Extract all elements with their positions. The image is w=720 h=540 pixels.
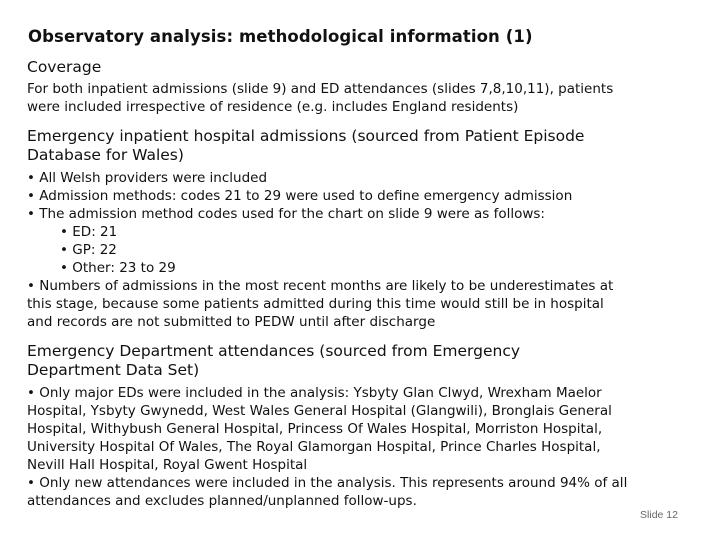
slide-number: Slide 12 bbox=[640, 509, 678, 521]
list-item-multiline bbox=[27, 474, 697, 510]
list-item-line: and records are not submitted to PEDW until after discharge bbox=[27, 314, 436, 330]
coverage-text-line: were included irrespective of residence (e.g. includes England residents) bbox=[27, 99, 519, 115]
ed-heading bbox=[27, 342, 697, 380]
coverage-section bbox=[27, 58, 697, 116]
list-item-line: • Numbers of admissions in the most recent months are likely to be underestimates at bbox=[27, 277, 697, 295]
coverage-heading: Coverage bbox=[27, 58, 102, 76]
sub-list-item: • Other: 23 to 29 bbox=[27, 259, 697, 277]
ed-heading-line: Department Data Set) bbox=[27, 361, 200, 379]
inpatient-heading-line: Emergency inpatient hospital admissions (sourced from Patient Episode bbox=[27, 127, 585, 145]
list-item-line: Hospital, Ysbyty Gwynedd, West Wales General Hospital (Glangwili), Bronglais General bbox=[27, 403, 612, 419]
list-item: • The admission method codes used for the chart on slide 9 were as follows: bbox=[27, 205, 697, 223]
coverage-text-line: For both inpatient admissions (slide 9) and ED attendances (slides 7,8,10,11), patients bbox=[27, 81, 614, 97]
inpatient-section bbox=[27, 127, 697, 331]
ed-section bbox=[27, 342, 697, 510]
ed-bullet-list bbox=[27, 384, 697, 510]
list-item-line: attendances and excludes planned/unplanned follow-ups. bbox=[27, 493, 417, 509]
list-item-multiline bbox=[27, 277, 697, 331]
list-item: • All Welsh providers were included bbox=[27, 169, 697, 187]
sub-list-item: • ED: 21 bbox=[27, 223, 697, 241]
list-item-line: • Only new attendances were included in the analysis. This represents around 94% of all bbox=[27, 474, 697, 492]
slide-title: Observatory analysis: methodological information (1) bbox=[28, 27, 533, 46]
list-item-line: Hospital, Withybush General Hospital, Princess Of Wales Hospital, Morriston Hospital, bbox=[27, 421, 603, 437]
list-item-line: University Hospital Of Wales, The Royal Glamorgan Hospital, Prince Charles Hospital, bbox=[27, 439, 601, 455]
inpatient-heading bbox=[27, 127, 697, 165]
list-item-multiline bbox=[27, 384, 697, 474]
list-item: • Admission methods: codes 21 to 29 were used to define emergency admission bbox=[27, 187, 697, 205]
coverage-text bbox=[27, 80, 697, 116]
ed-heading-line: Emergency Department attendances (sourced from Emergency bbox=[27, 342, 521, 360]
inpatient-heading-line: Database for Wales) bbox=[27, 146, 184, 164]
list-item-line: • Only major EDs were included in the analysis: Ysbyty Glan Clwyd, Wrexham Maelor bbox=[27, 384, 697, 402]
list-item-line: this stage, because some patients admitted during this time would still be in hospital bbox=[27, 296, 604, 312]
sub-list-item: • GP: 22 bbox=[27, 241, 697, 259]
inpatient-bullet-list bbox=[27, 169, 697, 331]
list-item-line: Nevill Hall Hospital, Royal Gwent Hospital bbox=[27, 457, 308, 473]
